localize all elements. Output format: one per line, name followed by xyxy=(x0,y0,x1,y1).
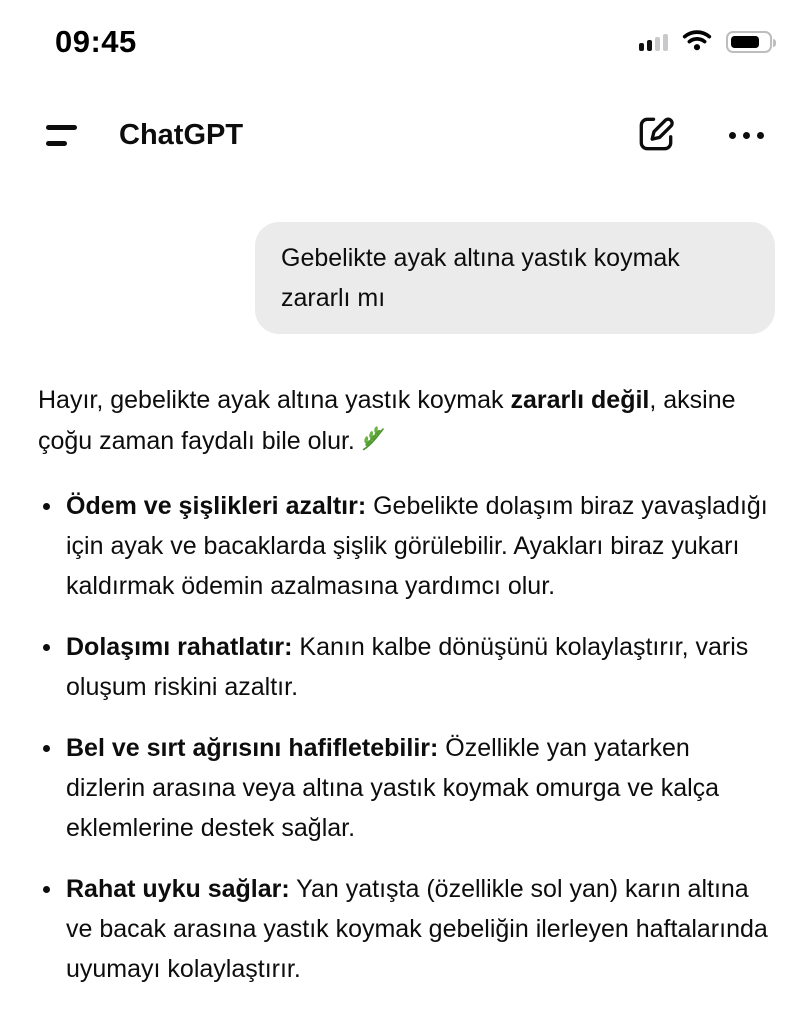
benefits-list xyxy=(38,486,768,989)
status-icons xyxy=(639,29,772,56)
assistant-intro-text-2: , aksine çoğu zaman faydalı bile olur. xyxy=(38,386,736,455)
list-item xyxy=(38,486,768,606)
assistant-intro-text: Hayır, gebelikte ayak altına yastık koymak xyxy=(38,386,511,414)
ellipsis-icon xyxy=(729,132,764,139)
bullet-title: Ödem ve şişlikleri azaltır: xyxy=(66,492,367,520)
wifi-icon xyxy=(682,29,712,56)
bullet-dot xyxy=(43,745,50,752)
sidebar-menu-icon xyxy=(46,125,77,146)
bullet-body: Yan yatışta (özellikle sol yan) karın altına ve bacak arasına yastık koymak gebeliğin ilerleyen haftalarında uyumayı kolaylaştırır. xyxy=(66,875,768,983)
cellular-signal-icon xyxy=(639,33,668,51)
more-options-button[interactable] xyxy=(725,128,768,143)
bullet-dot xyxy=(43,503,50,510)
status-bar xyxy=(0,0,802,66)
list-item xyxy=(38,728,768,848)
battery-icon xyxy=(726,31,772,53)
bullet-title: Rahat uyku sağlar: xyxy=(66,875,290,903)
bullet-body: Özellikle yan yatarken dizlerin arasına veya altına yastık koymak omurga ve kalça eklemlerine destek sağlar. xyxy=(66,734,720,842)
user-message-text: Gebelikte ayak altına yastık koymak zararlı mı xyxy=(281,244,680,312)
bullet-body: Kanın kalbe dönüşünü kolaylaştırır, varis oluşum riskini azaltır. xyxy=(66,633,749,701)
assistant-message xyxy=(0,380,802,989)
bullet-title: Bel ve sırt ağrısını hafifletebilir: xyxy=(66,734,439,762)
chat-area xyxy=(0,222,802,989)
list-item xyxy=(38,627,768,707)
bullet-dot xyxy=(43,644,50,651)
herb-leaf-emoji xyxy=(359,425,387,453)
compose-new-chat-button[interactable] xyxy=(631,109,681,162)
user-message-bubble xyxy=(255,222,775,334)
list-item xyxy=(38,869,768,989)
app-header xyxy=(0,102,802,168)
app-title: ChatGPT xyxy=(119,118,244,151)
status-time: 09:45 xyxy=(55,24,137,59)
sidebar-menu-button[interactable] xyxy=(42,119,81,152)
bullet-body: Gebelikte dolaşım biraz yavaşladığı için ayak ve bacaklarda şişlik görülebilir. Ayakları biraz yukarı kaldırmak ödemin azalmasına yardımcı olur. xyxy=(66,492,768,600)
bullet-title: Dolaşımı rahatlatır: xyxy=(66,633,293,661)
compose-new-chat-icon xyxy=(635,113,677,158)
user-message-row xyxy=(0,222,802,334)
bullet-dot xyxy=(43,886,50,893)
assistant-intro-bold: zararlı değil xyxy=(510,386,650,414)
assistant-intro xyxy=(38,380,768,462)
